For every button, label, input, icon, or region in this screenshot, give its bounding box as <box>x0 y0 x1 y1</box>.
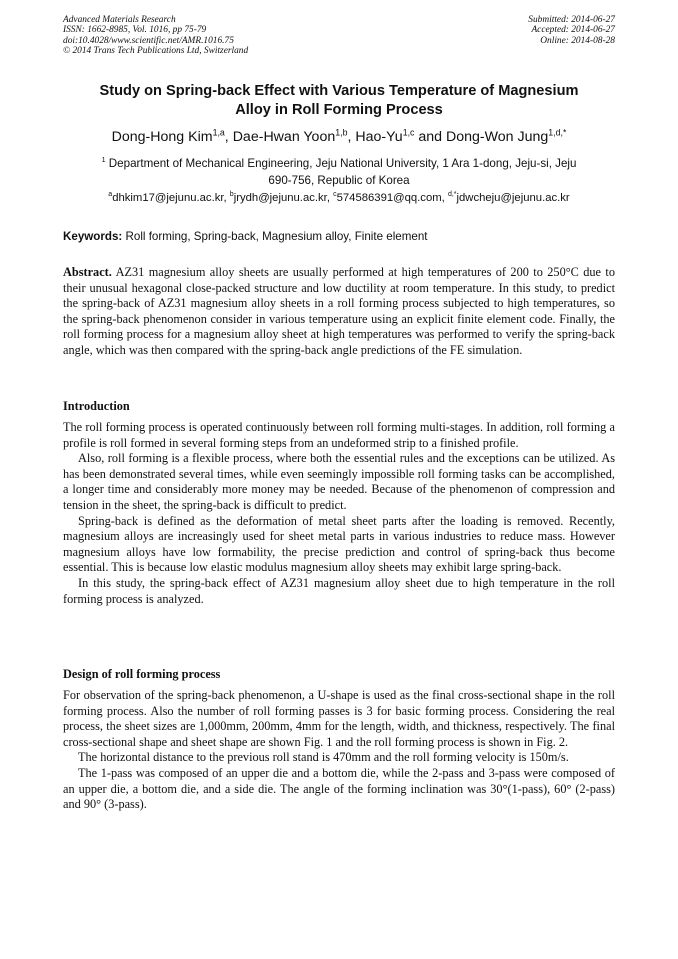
paragraph: The horizontal distance to the previous roll stand is 470mm and the roll forming velocity is 150m/s. <box>78 750 569 765</box>
paragraph: Spring-back is defined as the deformation of metal sheet parts after the loading is removed. Recently, magnesium alloys are increasingly used for sheet metal parts in various industries to reduce mass. However magnesium alloys have low formability, the precise prediction and control of spring-back thus become essential. This is because low elastic modulus magnesium alloy sheets may exhibit large spring-back. <box>63 513 615 575</box>
paragraph: For observation of the spring-back phenomenon, a U-shape is used as the final cross-sectional shape in the roll forming process. Also the number of roll forming passes is 3 for basic forming process. Considering the real process, the sheet sizes are 1,000mm, 200mm, 4mm for the length, width, and thickness, respectively. The final cross-sectional shape and sheet shape are shown Fig. 1 and the roll forming process is shown in Fig. 2. <box>63 688 615 749</box>
title-line-1: Study on Spring-back Effect with Various Temperature of Magnesium <box>99 83 579 99</box>
accepted-date: Accepted: 2014-06-27 <box>531 25 615 36</box>
author-list: Dong-Hong Kim$^{1,a}$, Dae-Hwan Yoon$^{1,b}$, Hao-Yu$^{1,c}$ and Dong-Won Jung$^{1,d,*}$ <box>111 127 567 145</box>
keywords <box>63 229 615 244</box>
section-heading-design: Design of roll forming process <box>63 667 221 681</box>
paragraph: Also, roll forming is a flexible process, where both the essential rules and the exceptions can be utilized. As has been demonstrated several times, while even seemingly impossible roll forming tasks can be accomplished, a longer time and considerably more money may be needed. Because of the phenomenon of compression and tension in the sheet, the spring-back is difficult to predict. <box>63 451 615 512</box>
author: Hao-Yu$^{1,c}$ <box>355 127 415 145</box>
section-heading-introduction: Introduction <box>63 399 130 413</box>
author-email: $^{d,*}$jdwcheju@jejunu.ac.kr <box>447 191 570 204</box>
author: Dong-Hong Kim$^{1,a}$ <box>111 127 225 145</box>
author: Dong-Won Jung$^{1,d,*}$ <box>446 127 567 145</box>
design-body <box>63 688 615 813</box>
journal-info <box>63 15 248 57</box>
title-line-2: Alloy in Roll Forming Process <box>235 102 443 118</box>
publication-dates <box>528 15 615 46</box>
abstract-text: AZ31 magnesium alloy sheets are usually performed at high temperatures of 200 to 250°C due to their unusual hexagonal close-packed structure and low ductility at room temperature. In this study, to predict the spring-back of AZ31 magnesium alloy sheets in a roll forming process subjected to high temperatures, so the spring-back phenomenon consider in various temperature using an explicit finite element code. Finally, the roll forming process for a magnesium alloy sheet at high temperatures was performed to verify the spring-back angle, which was then compared with the spring-back angle predictions of the FE simulation. <box>63 265 615 357</box>
paragraph: In this study, the spring-back effect of AZ31 magnesium alloy sheet due to high temperature in the roll forming process is analyzed. <box>63 575 615 606</box>
journal-copyright: © 2014 Trans Tech Publications Ltd, Switzerland <box>63 46 249 57</box>
keywords-label: Keywords: <box>63 230 123 243</box>
affiliation: $^1$ Department of Mechanical Engineering, Jeju National University, 1 Ara 1-dong, Jeju-si, Jeju 690-756, Republic of Korea <box>101 155 577 187</box>
keywords-text: Roll forming, Spring-back, Magnesium alloy, Finite element <box>125 230 428 243</box>
submitted-date: Submitted: 2014-06-27 <box>528 15 615 25</box>
journal-name: Advanced Materials Research <box>63 15 176 25</box>
author: Dae-Hwan Yoon$^{1,b}$ <box>232 127 348 145</box>
journal-issn: ISSN: 1662-8985, Vol. 1016, pp 75-79 <box>63 25 207 36</box>
paper-title <box>63 82 615 120</box>
journal-doi: doi:10.4028/www.scientific.net/AMR.1016.75 <box>63 35 234 46</box>
author-email: $^a$dhkim17@jejunu.ac.kr <box>108 191 224 204</box>
author-email: $^b$jrydh@jejunu.ac.kr <box>229 191 327 204</box>
paragraph: The roll forming process is operated continuously between roll forming multi-stages. In addition, roll forming a profile is roll formed in several forming steps from an undeformed strip to a finished profile. <box>63 420 615 450</box>
abstract-label: Abstract. <box>63 265 112 279</box>
paragraph: The 1-pass was composed of an upper die and a bottom die, while the 2-pass and 3-pass were composed of an upper die, a bottom die, and a side die. The angle of the forming inclination was 30°(1-pass), 60° (2-pass) and 90° (3-pass). <box>63 765 615 812</box>
author-email: $^c$574586391@qq.com <box>333 191 442 204</box>
email-list: $^a$dhkim17@jejunu.ac.kr, $^b$jrydh@jejunu.ac.kr, $^c$574586391@qq.com, $^{d,*}$jdwcheju@jejunu.ac.kr <box>108 191 570 204</box>
introduction-body <box>63 420 615 607</box>
abstract <box>63 265 615 359</box>
online-date: Online: 2014-08-28 <box>540 35 615 46</box>
